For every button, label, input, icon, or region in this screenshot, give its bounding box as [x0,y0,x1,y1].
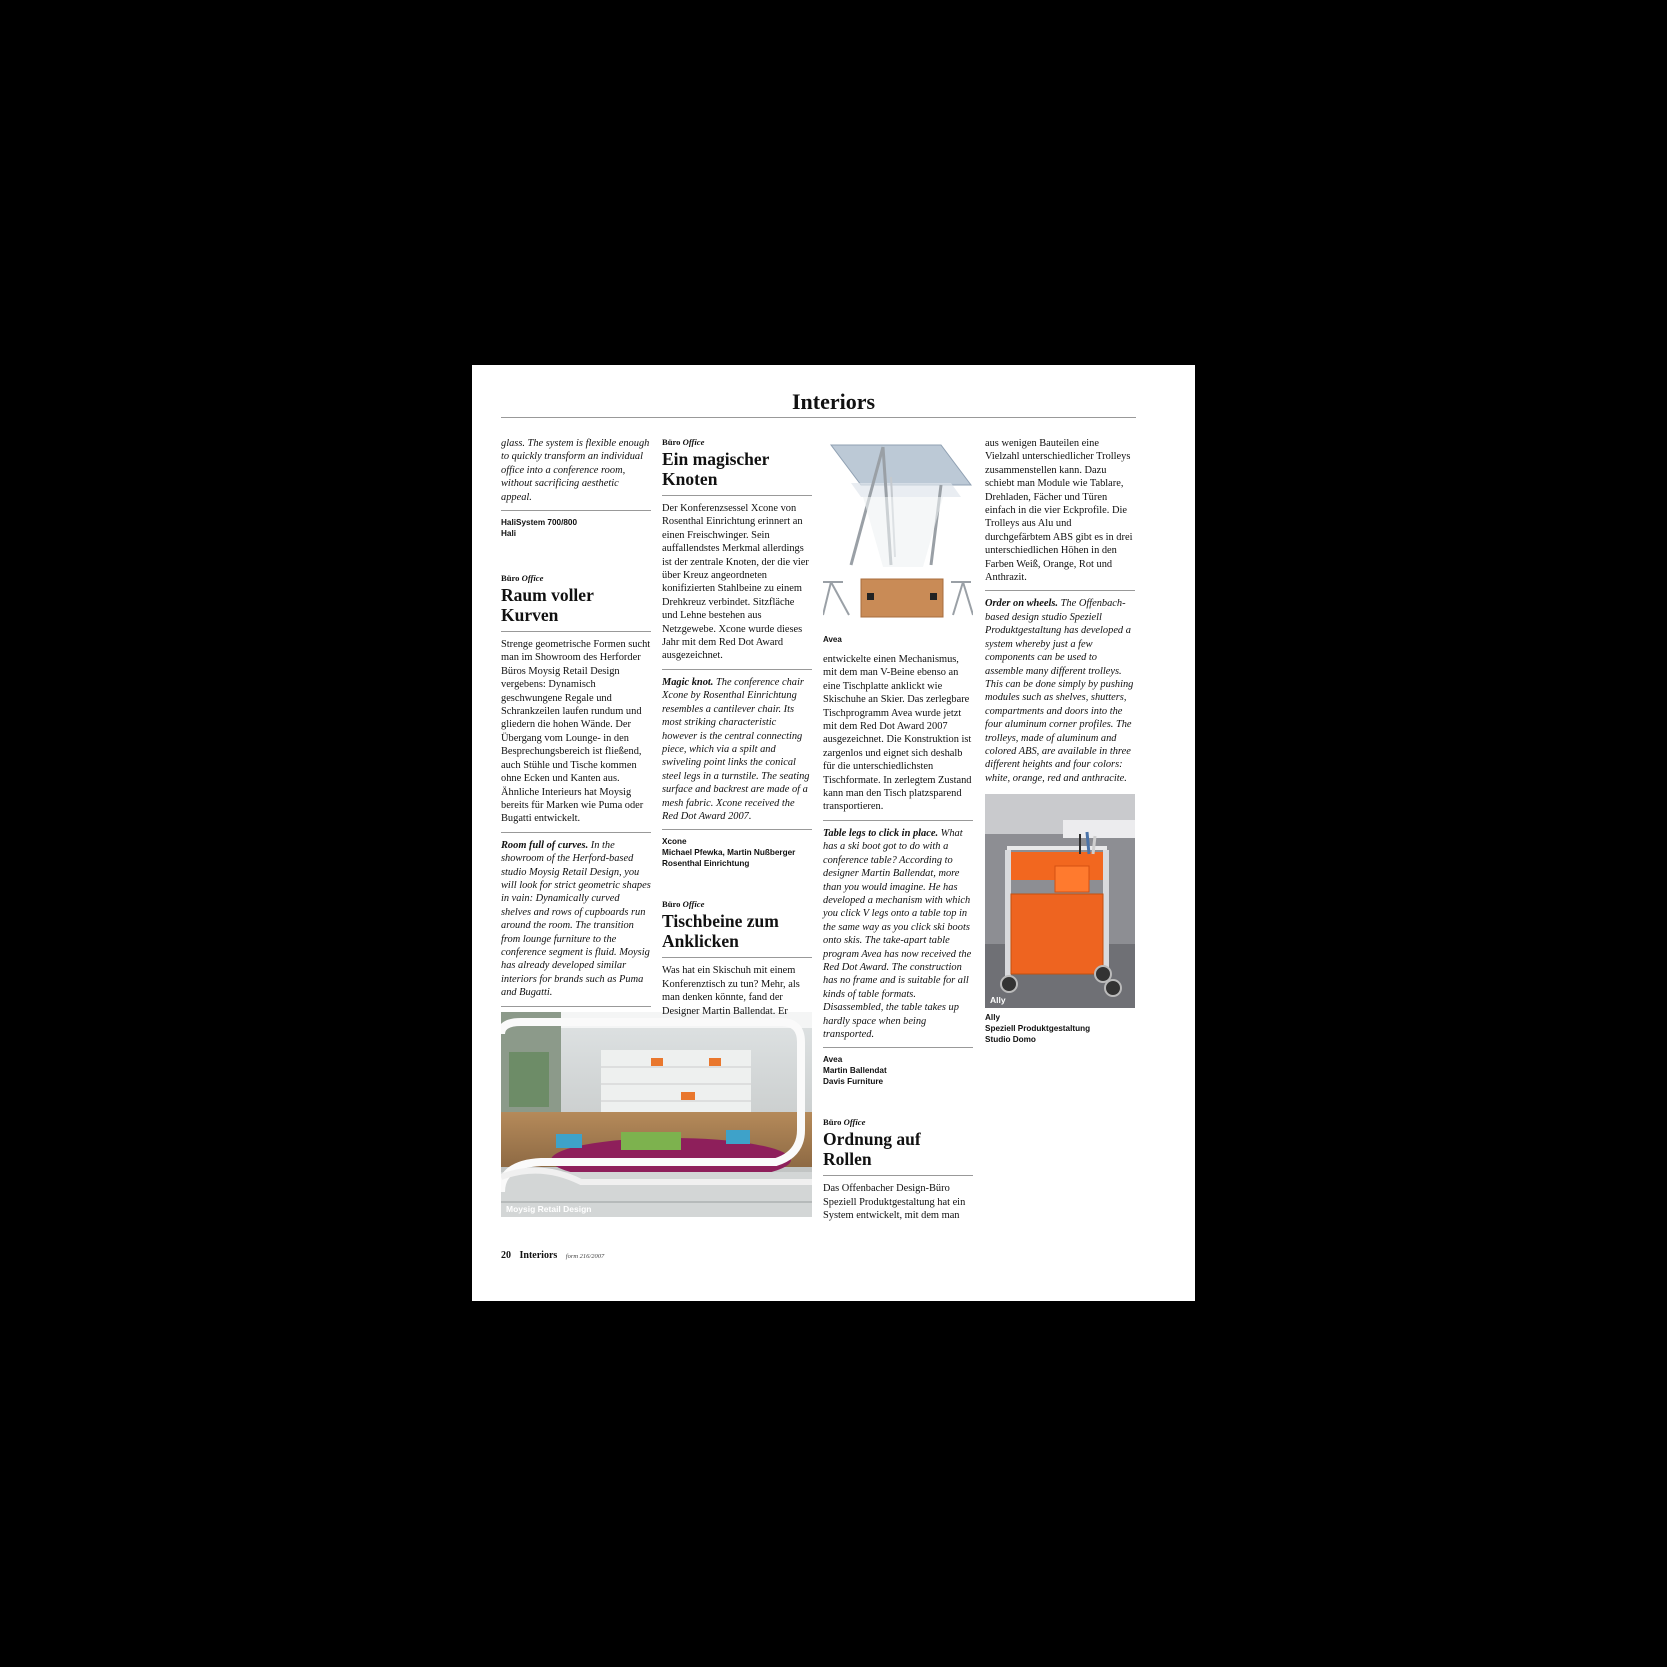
body-english: Order on wheels. The Offenbach-based design studio Speziell Produktgestaltung has developed a system whereby just a few components can be used to assemble many different trolleys. This can be done simply by pushing modules such as shelves, shutters, compartments and doors into the four aluminum corner profiles. The trolleys, made of aluminum and colored ABS, are available in three different heights and four colors: white, orange, red and anthracite. [985,598,1134,784]
divider [501,832,651,833]
body-english: Room full of curves. In the showroom of the Herford-based studio Moysig Retail Design, you will look for strict geometric shapes in vain: Dynamically curved shelves and rows of cupboards run around the room. The transition from lounge furniture to the conference segment is fluid. Moysig has already developed similar interiors for brands such as Puma and Bugatti. [501,839,651,999]
page-number: 20 [501,1250,511,1261]
footer-section: Interiors [519,1250,558,1261]
column-4 [985,437,1135,1045]
divider [985,590,1135,591]
showroom-photo [501,1012,812,1217]
title-rule [501,417,1136,418]
divider [823,820,973,821]
ally-trolley-photo [985,794,1135,1008]
page-footer [501,1250,604,1261]
body-german: Das Offenbacher Design-Büro Speziell Produktgestaltung hat ein System entwickelt, mit dem man [823,1183,966,1222]
showroom-image [501,1012,812,1217]
divider [662,669,812,670]
body-german: Der Konferenzsessel Xcone von Rosenthal Einrichtung erinnert an einen Freischwinger. Sein auffallendstes Merkmal allerdings ist der zentrale Knoten, der die vier über Kreuz angeordneten konifizierten Stahlbeine zu einem Drehkreuz verbindet. Sitzfläche und Lehne bestehen aus Netzgewebe. Xcone wurde dieses Jahr mit dem Red Dot Award ausgezeichnet. [662,503,809,662]
column-2 [662,437,812,1018]
credit-company: Studio Domo [985,1035,1036,1045]
article-headline: Ein magischer Knoten [662,449,770,489]
section-kicker: Büro Office [662,899,705,910]
intro-english: glass. The system is flexible enough to quickly transform an individual office into a conference room, without sacrificing aesthetic appeal. [501,438,650,503]
credit-designer: Martin Ballendat [823,1066,887,1076]
column-1 [501,437,651,1035]
credit-company: Davis Furniture [823,1077,884,1087]
credit-company: Rosenthal Einrichtung [662,859,750,869]
photo-label: Ally [990,995,1006,1006]
section-kicker: Büro Office [501,573,544,584]
credit-designer: Speziell Produktgestaltung [985,1024,1091,1034]
body-german: aus wenigen Bauteilen eine Vielzahl unterschiedlicher Trolleys zusammenstellen kann. Dazu schiebt man Module wie Tablare, Drehladen, Fächer und Türen einfach in die vier Eckprofile. Die Trolleys aus Alu und durchgefärbtem ABS gibt es in drei unterschiedlichen Höhen in den Farben Weiß, Orange, Rot und Anthrazit. [985,438,1133,584]
page-title: Interiors [791,389,876,414]
issue-label: form 216/2007 [565,1253,605,1260]
body-german: Strenge geometrische Formen sucht man im Showroom des Herforder Büros Moysig Retail Design vergebens: Dynamisch geschwungene Regale und Schrankzeilen laufen rundum und gliedern die hohen Wände. Der Übergang vom Lounge- in den Besprechungsbereich ist fließend, auch Stühle und Tische kommen ohne Ecken und Kanten aus. Ähnliche Interieurs hat Moysig bereits für Marken wie Puma oder Bugatti entwickelt. [501,639,651,825]
credit-product: Xcone [662,837,687,847]
section-kicker: Büro Office [823,1117,866,1128]
credit-company: Hali [501,529,517,539]
body-german: Was hat ein Skischuh mit einem Konferenztisch zu tun? Mehr, als man denken könnte, fand der Designer Martin Ballendat. Er [662,965,800,1017]
column-3 [823,437,973,1223]
body-english: Magic knot. The conference chair Xcone by Rosenthal Einrichtung resembles a cantilever chair. Its most striking characteristic however is the central connecting piece, which via a spilt and swiveling point links the conical steel legs in a turnstile. The seating surface and backrest are made of a mesh fabric. Xcone received the Red Dot Award 2007. [662,676,810,822]
body-english: Table legs to click in place. What has a ski boot got to do with a conference table? According to designer Martin Ballendat, more than you would imagine. He has developed a mechanism with which you click V legs onto a table top in the same way as you click ski boots onto skis. The take-apart table program Avea has now received the Red Dot Award. The construction has no frame and is suitable for all kinds of table formats. Disassembled, the table takes up hardly space when being transported. [823,827,972,1040]
divider [501,631,651,632]
divider [662,495,812,496]
photo-label: Moysig Retail Design [506,1204,592,1214]
body-german: entwickelte einen Mechanismus, mit dem man V-Beine ebenso an eine Tischplatte anklickt wie Skischuhe an Skier. Das zerlegbare Tischprogramm Avea wurde jetzt mit dem Red Dot Award 2007 ausgezeichnet. Die Konstruktion ist zargenlos und eignet sich deshalb für die unterschiedlichsten Tischformate. In zerlegtem Zustand kann man den Tisch platzsparend transportieren. [823,654,972,813]
credit-product: Avea [823,1055,843,1065]
credit-product: HaliSystem 700/800 [501,518,578,528]
divider [823,1047,973,1048]
avea-table-illustration [823,437,973,632]
article-headline: Raum voller Kurven [501,585,594,626]
divider [823,1175,973,1176]
divider [501,510,651,511]
image-caption: Avea [823,635,842,644]
trolley-image [985,794,1135,1008]
magazine-page [472,365,1195,1301]
credit-designer: Michael Pfewka, Martin Nußberger [662,848,796,858]
article-headline: Ordnung auf Rollen [823,1129,921,1170]
credit-product: Ally [985,1013,1001,1023]
divider [662,957,812,958]
section-kicker: Büro Office [662,437,705,447]
divider [662,829,812,830]
divider [501,1006,651,1007]
table-image [823,437,973,632]
article-headline: Tischbeine zum Anklicken [662,911,779,952]
